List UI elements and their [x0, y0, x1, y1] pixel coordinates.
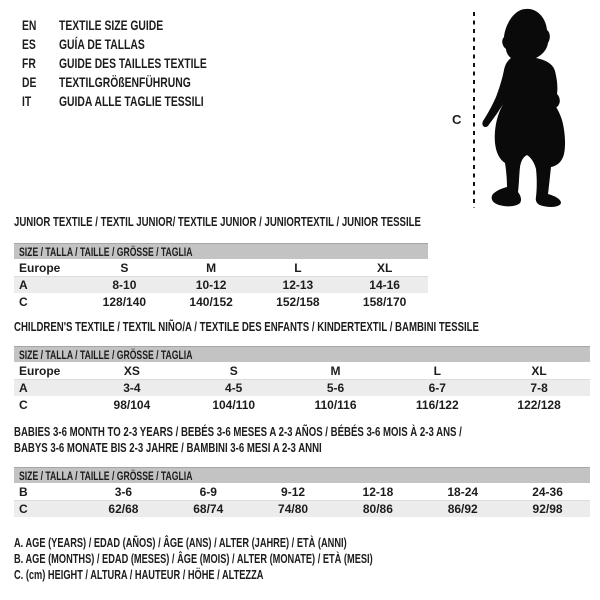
size-header-bar [14, 243, 428, 259]
junior-size-table [14, 243, 428, 310]
legend-line-b: B. AGE (MONTHS) / EDAD (MESES) / ÂGE (MOIS) / ALTER (MONATE) / ETÀ (MESI) [14, 552, 373, 566]
table-cell: 5-6 [326, 381, 345, 395]
table-cell: 4-5 [225, 381, 243, 395]
legend [14, 536, 499, 584]
children-size-table [14, 346, 590, 413]
language-list [22, 15, 259, 110]
language-code: FR [22, 54, 36, 71]
language-code: IT [22, 92, 32, 109]
toddler-silhouette-icon [482, 9, 565, 207]
table-cell: S [120, 260, 129, 275]
table-cell: 24-36 [532, 484, 563, 499]
language-code: DE [22, 73, 37, 90]
table-cell: 158/170 [362, 294, 407, 309]
table-cell: 116/122 [415, 397, 459, 412]
table-cell: L [294, 260, 302, 275]
table-cell: 3-4 [123, 381, 141, 395]
table-cell: 74/80 [278, 502, 309, 516]
table-cell: 12-18 [362, 484, 394, 499]
table-cell: L [433, 363, 441, 378]
table-cell: 128/140 [102, 294, 147, 309]
table-row-europe [14, 259, 428, 276]
row-label: A [19, 381, 28, 395]
table-row-c [14, 500, 590, 517]
table-cell: 9-12 [281, 484, 306, 499]
table-row-a [14, 379, 590, 396]
row-label: Europe [19, 260, 61, 275]
table-cell: 140/152 [189, 294, 233, 309]
table-row-c [14, 293, 428, 310]
language-code: ES [22, 35, 36, 52]
size-header-label: SIZE / TALLA / TAILLE / GRÖSSE / TAGLIA [19, 244, 193, 259]
table-cell: S [229, 363, 238, 378]
table-row-b [14, 483, 590, 500]
table-cell: 14-16 [369, 278, 400, 292]
language-row [22, 91, 259, 110]
language-title: GUIDA ALLE TAGLIE TESSILI [59, 92, 204, 109]
language-title: TEXTILGRÖßENFÜHRUNG [59, 73, 191, 90]
size-header-bar [14, 467, 590, 483]
babies-table-title: BABIES 3-6 MONTH TO 2-3 YEARS / BEBÉS 3-6 MESES A 2-3 AÑOS / BÉBÉS 3-6 MOIS À 2-3 ANS / BABYS 3-6 MONATE BIS 2-3 JAHRE / BAMBINI 3-6 MESI A 2-3 ANNI [14, 424, 462, 455]
table-cell: 92/98 [532, 502, 563, 516]
table-cell: 10-12 [195, 278, 227, 292]
row-label: A [19, 278, 28, 292]
row-label: C [19, 294, 28, 309]
table-cell: 104/110 [212, 397, 256, 412]
size-header-label: SIZE / TALLA / TAILLE / GRÖSSE / TAGLIA [19, 468, 193, 483]
language-row [22, 53, 259, 72]
table-cell: 6-9 [199, 484, 217, 499]
table-row-europe [14, 362, 590, 379]
table-cell: 68/74 [193, 502, 224, 516]
language-code: EN [22, 16, 37, 33]
table-cell: 98/104 [113, 397, 151, 412]
table-row-a [14, 276, 428, 293]
children-table-title: CHILDREN'S TEXTILE / TEXTIL NIÑO/A / TEXTILE DES ENFANTS / KINDERTEXTIL / BAMBINI TESSILE [14, 319, 479, 334]
table-row-c [14, 396, 590, 413]
toddler-figure [440, 0, 600, 230]
table-cell: XL [376, 260, 393, 275]
table-cell: M [330, 363, 341, 378]
row-label: Europe [19, 363, 61, 378]
table-cell: XS [123, 363, 140, 378]
table-cell: 7-8 [530, 381, 548, 395]
height-label-c: C [452, 112, 462, 127]
table-cell: 3-6 [114, 484, 133, 499]
row-label: C [19, 397, 28, 412]
table-cell: 110/116 [314, 397, 357, 412]
table-cell: XL [531, 363, 547, 378]
junior-table-title: JUNIOR TEXTILE / TEXTIL JUNIOR/ TEXTILE JUNIOR / JUNIORTEXTIL / JUNIOR TESSILE [14, 214, 421, 229]
size-header-label: SIZE / TALLA / TAILLE / GRÖSSE / TAGLIA [19, 347, 193, 362]
row-label: C [19, 502, 28, 516]
table-cell: 8-10 [112, 278, 137, 292]
language-title: GUIDE DES TAILLES TEXTILE [59, 54, 207, 71]
row-label: B [19, 484, 28, 499]
size-header-bar [14, 346, 590, 362]
table-cell: 6-7 [428, 381, 446, 395]
language-title: TEXTILE SIZE GUIDE [59, 16, 164, 33]
language-row [22, 72, 259, 91]
babies-size-table [14, 467, 590, 517]
language-row [22, 15, 259, 34]
table-cell: 122/128 [517, 397, 561, 412]
language-title: GUÍA DE TALLAS [59, 35, 145, 52]
legend-line-a: A. AGE (YEARS) / EDAD (AÑOS) / ÂGE (ANS) / ALTER (JAHRE) / ETÀ (ANNI) [14, 536, 347, 550]
language-row [22, 34, 259, 53]
table-cell: 62/68 [108, 502, 139, 516]
table-cell: M [206, 260, 217, 275]
table-cell: 12-13 [282, 278, 314, 292]
table-cell: 152/158 [276, 294, 320, 309]
table-cell: 80/86 [362, 502, 393, 516]
table-cell: 86/92 [447, 502, 478, 516]
table-cell: 18-24 [447, 484, 479, 499]
legend-line-c: C. (cm) HEIGHT / ALTURA / HAUTEUR / HÖHE / ALTEZZA [14, 568, 264, 582]
